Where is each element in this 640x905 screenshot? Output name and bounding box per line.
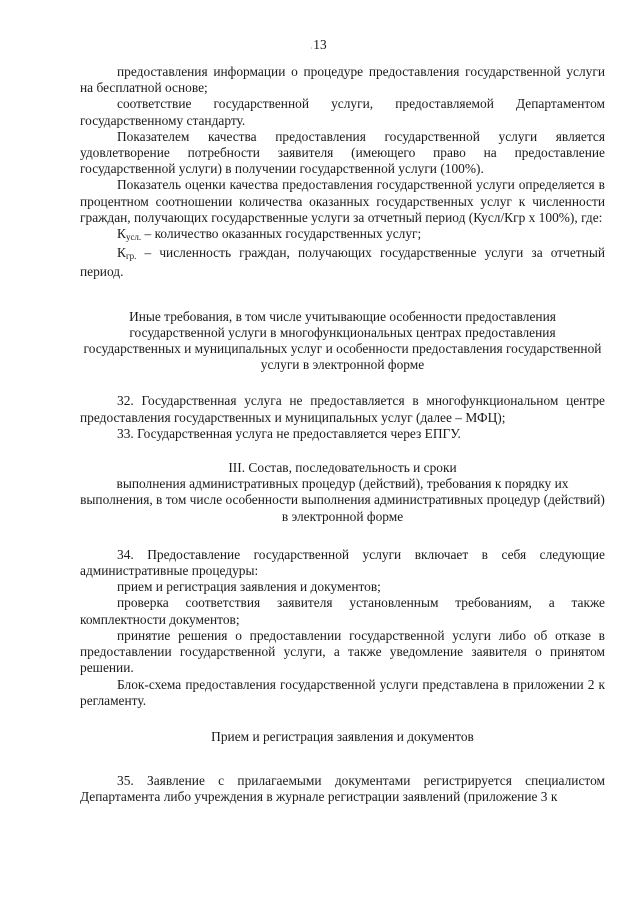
- paragraph-34-procedures: 34. Предоставление государственной услуги включает в себя следующие административные процедуры:: [80, 546, 605, 579]
- paragraph-flowchart: Блок-схема предоставления государственной услуги представлена в приложении 2 к регламенту.: [80, 676, 605, 708]
- paragraph-quality-indicator: Показателем качества предоставления государственной услуги является удовлетворение потребности заявителя (имеющего право на предоставление государственной услуги) в получении государственной услуги (100%).: [80, 128, 605, 177]
- heading-section-iii-subtitle: выполнения административных процедур (действий), требования к порядку их выполнения, в том числе особенности выполнения административных процедур (действий) в электронной форме: [80, 476, 605, 524]
- k-services-symbol: К: [117, 226, 126, 242]
- k-services-text: – количество оказанных государственных услуг;: [141, 226, 422, 242]
- paragraph-procedure-reception: прием и регистрация заявления и документов;: [117, 579, 381, 595]
- paragraph-standard-compliance: соответствие государственной услуги, предоставляемой Департаментом государственному стандарту.: [80, 96, 605, 128]
- paragraph-35-registration: 35. Заявление с прилагаемыми документами регистрируется специалистом Департамента либо учреждения в журнале регистрации заявлений (приложение 3 к: [80, 773, 605, 805]
- k-services-subscript: усл.: [125, 232, 142, 243]
- document-body: [80, 64, 605, 806]
- paragraph-procedure-decision: принятие решения о предоставлении государственной услуги либо об отказе в предоставлении государственной услуги, а также уведомление заявителя о принятом решении.: [80, 627, 605, 676]
- heading-section-iii-title: III. Состав, последовательность и сроки: [228, 460, 457, 476]
- paragraph-info-free: предоставления информации о процедуре предоставления государственной услуги на бесплатной основе;: [80, 64, 605, 96]
- paragraph-quality-assessment: Показатель оценки качества предоставления государственной услуги определяется в процентном соотношении количества оказанных государственных услуг к численности граждан, получающих государственные услуги за отчетный период (Кусл/Кгр х 100%), где:: [80, 177, 605, 225]
- heading-reception-registration: Прием и регистрация заявления и документов: [211, 728, 474, 744]
- page-number: 13: [313, 37, 327, 52]
- paragraph-k-citizens: [80, 245, 605, 280]
- paragraph-32-mfc: 32. Государственная услуга не предоставляется в многофункциональном центре предоставления государственных и муниципальных услуг (далее – МФЦ);: [80, 393, 605, 425]
- paragraph-procedure-check: проверка соответствия заявителя установленным требованиям, а также комплектности документов;: [80, 595, 605, 627]
- k-citizens-subscript: гр.: [125, 251, 137, 262]
- scan-mark: ·: [310, 44, 313, 53]
- k-citizens-symbol: К: [117, 245, 126, 261]
- k-citizens-text: – численность граждан, получающих государственные услуги за отчетный период.: [80, 245, 605, 280]
- paragraph-33-epgu: 33. Государственная услуга не предоставляется через ЕПГУ.: [117, 425, 461, 441]
- paragraph-k-services: [80, 226, 605, 245]
- heading-other-requirements: Иные требования, в том числе учитывающие особенности предоставления государственной услуги в многофункциональных центрах предоставления государственных и муниципальных услуг и особенности предоставления государственной услуги в электронной форме: [83, 308, 602, 373]
